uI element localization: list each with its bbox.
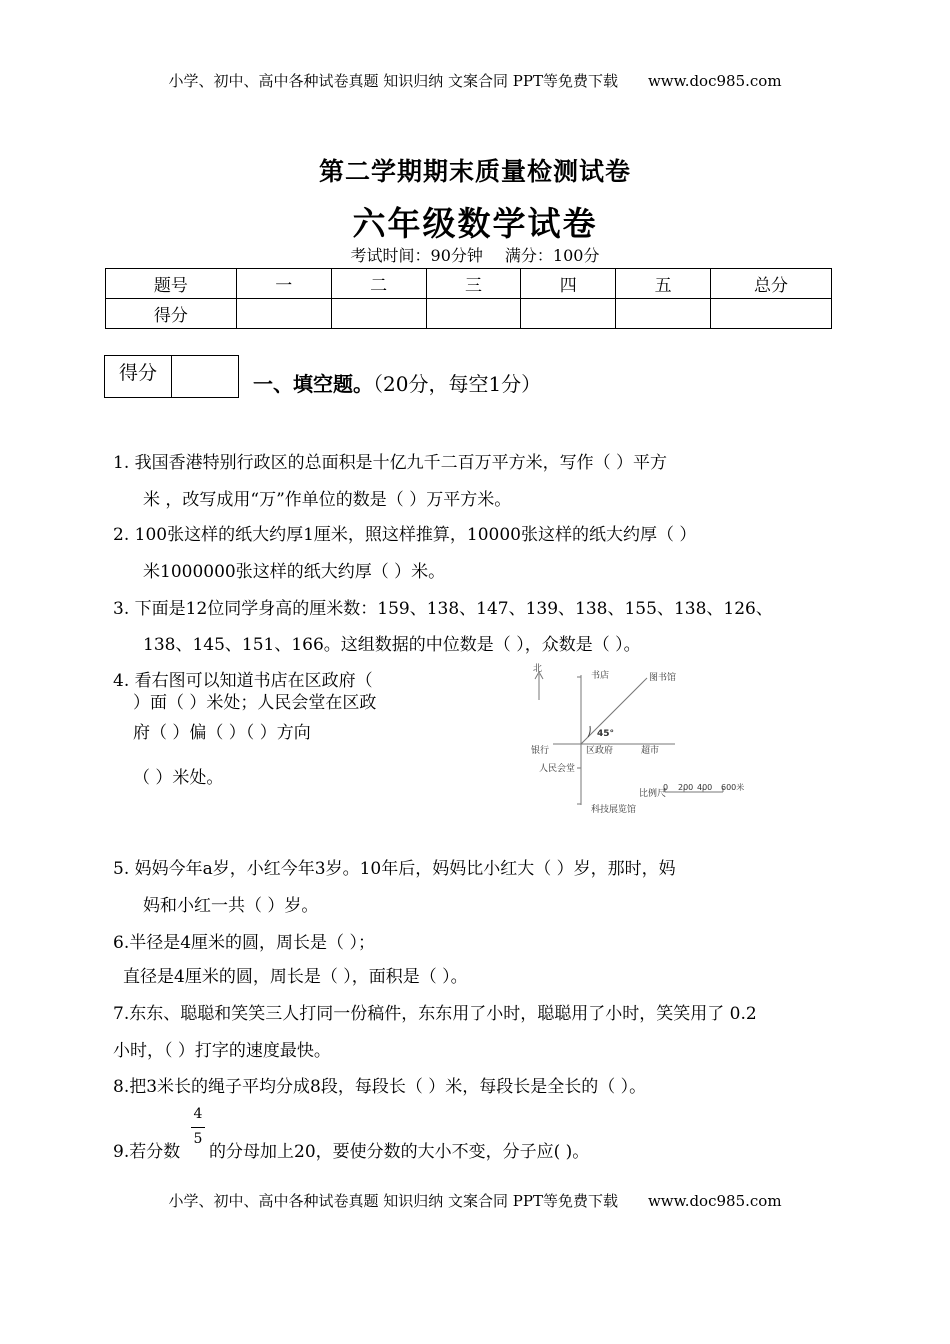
map-bank-label: 银行: [531, 746, 550, 756]
exam-subtitle: 六年级数学试卷: [352, 204, 598, 243]
question-7-line-1: 7.东东、聪聪和笑笑三人打同一份稿件，东东用了小时，聪聪用了小时，笑笑用了 0.2: [113, 1004, 757, 1024]
map-scale-tick: 200: [678, 783, 694, 792]
score-table-input-cell[interactable]: [331, 299, 426, 329]
question-4-line-2: ）面（ ）米处；人民会堂在区政: [133, 693, 377, 713]
map-library-label: 图书馆: [649, 673, 677, 683]
page-header: [0, 70, 950, 91]
fraction-numerator: 4: [193, 1106, 203, 1122]
question-5-line-1: 5. 妈妈今年a岁，小红今年3岁。10年后，妈妈比小红大（ ）岁，那时，妈: [113, 859, 676, 879]
section-title-rest: （20分，每空1分）: [373, 372, 542, 396]
score-table-header-row: [106, 269, 832, 299]
question-6-line-1: 6.半径是4厘米的圆，周长是（ ）；: [113, 933, 375, 953]
map-scale-tick: 400: [697, 783, 713, 792]
page-footer: [0, 1190, 950, 1211]
fraction-denominator: 5: [193, 1131, 203, 1147]
section-score-box: [104, 355, 239, 398]
section-title: [253, 368, 541, 397]
question-7-line-2: 小时，（ ）打字的速度最快。: [113, 1041, 331, 1061]
score-table-cell: 总分: [711, 269, 832, 299]
map-people-hall-label: 人民会堂: [539, 764, 576, 774]
fraction-bar: [191, 1127, 205, 1128]
question-4-line-3: 府（ ）偏（ ）（ ）方向: [133, 723, 311, 743]
question-6-line-2: 直径是4厘米的圆，周长是（ ），面积是（ ）。: [123, 967, 468, 987]
map-north-label: 北: [533, 664, 543, 674]
exam-full-score: 满分：100分: [504, 246, 600, 265]
header-site: www.doc985.com: [647, 72, 782, 90]
score-table-cell: 三: [426, 269, 521, 299]
map-scale-label: 比例尺: [639, 789, 667, 799]
question-5-line-2: 妈和小红一共（ ）岁。: [143, 896, 319, 916]
question-3-line-2: 138、145、151、166。这组数据的中位数是（ ），众数是（ ）。: [143, 635, 641, 655]
score-table-score-row: [106, 299, 832, 329]
question-1-line-1: 1. 我国香港特别行政区的总面积是十亿九千二百万平方米，写作（ ）平方: [113, 453, 668, 473]
map-angle-label: 45°: [597, 729, 615, 739]
question-9-suffix: 的分母加上20，要使分数的大小不变，分子应( )。: [209, 1142, 590, 1162]
question-8: 8.把3米长的绳子平均分成8段，每段长（ ）米，每段长是全长的（ ）。: [113, 1077, 647, 1097]
footer-text: 小学、初中、高中各种试卷真题 知识归纳 文案合同 PPT等免费下载: [168, 1192, 618, 1210]
question-3-line-1: 3. 下面是12位同学身高的厘米数：159、138、147、139、138、155、138、126、: [113, 599, 773, 619]
score-table: [105, 268, 832, 329]
question-9-prefix: 9.若分数: [113, 1142, 181, 1162]
map-scale-tick: 600米: [721, 783, 745, 792]
score-table-input-cell[interactable]: [426, 299, 521, 329]
question-4-line-4: （ ）米处。: [133, 768, 224, 788]
map-scale-tick: 0: [663, 783, 669, 792]
direction-map: [525, 660, 765, 820]
section-score-label: 得分: [105, 356, 172, 397]
exam-time: 考试时间：90分钟: [350, 246, 483, 265]
section-title-bold: 一、填空题。: [253, 372, 373, 396]
question-1-line-2: 米 ，改写成用“万”作单位的数是（ ）万平方米。: [143, 490, 512, 510]
question-2-line-1: 2. 100张这样的纸大约厚1厘米，照这样推算，10000张这样的纸大约厚（ ）: [113, 525, 697, 545]
score-table-cell: 一: [236, 269, 331, 299]
map-district-gov-label: 区政府: [586, 746, 614, 756]
score-table-cell: 四: [521, 269, 616, 299]
score-table-input-cell[interactable]: [711, 299, 832, 329]
score-table-cell: 得分: [106, 299, 237, 329]
footer-site: www.doc985.com: [647, 1192, 782, 1210]
map-bookstore-label: 书店: [591, 671, 610, 681]
question-4-line-1: 4. 看右图可以知道书店在区政府（: [113, 671, 373, 691]
map-science-museum-label: 科技展览馆: [591, 805, 637, 815]
score-table-input-cell[interactable]: [236, 299, 331, 329]
map-supermarket-label: 超市: [641, 746, 660, 756]
exam-info: [0, 243, 950, 266]
score-table-cell: 五: [616, 269, 711, 299]
score-table-cell: 二: [331, 269, 426, 299]
score-table-cell: 题号: [106, 269, 237, 299]
score-table-input-cell[interactable]: [616, 299, 711, 329]
score-table-input-cell[interactable]: [521, 299, 616, 329]
question-2-line-2: 米1000000张这样的纸大约厚（ ）米。: [143, 562, 446, 582]
header-text: 小学、初中、高中各种试卷真题 知识归纳 文案合同 PPT等免费下载: [168, 72, 618, 90]
exam-title: 第二学期期末质量检测试卷: [318, 157, 631, 186]
